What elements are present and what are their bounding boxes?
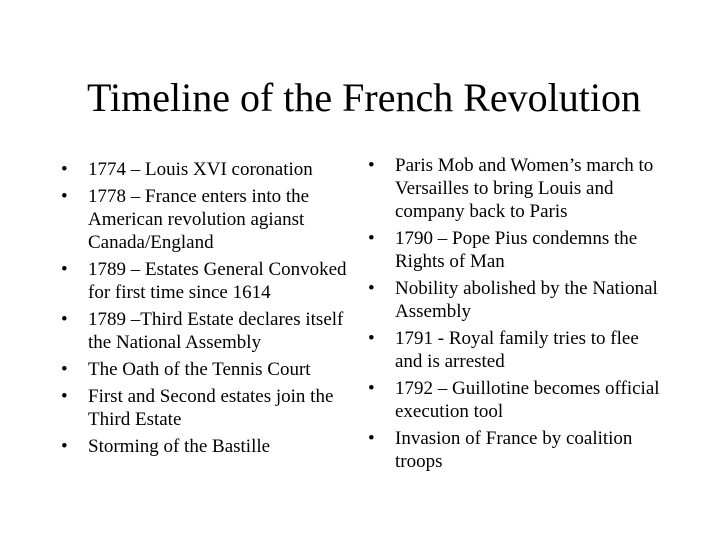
list-item-text: 1792 – Guillotine becomes official execution tool [395,378,660,422]
list-item-text: 1791 - Royal family tries to flee and is arrested [395,328,639,372]
bullet-icon: • [61,186,68,207]
left-bullet-list [60,158,360,462]
bullet-icon: • [368,328,375,349]
bullet-icon: • [61,386,68,407]
bullet-icon: • [368,228,375,249]
list-item-text: Paris Mob and Women’s march to Versailles to bring Louis and company back to Paris [395,155,654,222]
bullet-icon: • [368,278,375,299]
list-item-text: Invasion of France by coalition troops [395,428,633,472]
list-item-text: 1789 –Third Estate declares itself the National Assembly [88,309,344,353]
bullet-icon: • [368,428,375,449]
list-item [367,327,667,373]
bullet-icon: • [61,309,68,330]
list-item-text: 1789 – Estates General Convoked for first time since 1614 [88,259,347,303]
bullet-icon: • [61,259,68,280]
bullet-icon: • [368,378,375,399]
list-item [367,227,667,273]
slide-title: Timeline of the French Revolution [86,75,642,120]
list-item [60,385,360,431]
list-item-text: 1778 – France enters into the American revolution agianst Canada/England [88,186,310,253]
list-item [367,154,667,223]
list-item-text: The Oath of the Tennis Court [88,359,311,380]
list-item-text: 1790 – Pope Pius condemns the Rights of Man [395,228,638,272]
list-item-text: Storming of the Bastille [88,436,271,457]
bullet-icon: • [61,159,68,180]
right-bullet-list [367,154,667,477]
list-item [367,427,667,473]
list-item [60,308,360,354]
list-item [60,358,360,381]
list-item [60,185,360,254]
list-item [60,435,360,458]
list-item [367,277,667,323]
list-item-text: First and Second estates join the Third Estate [88,386,334,430]
list-item [367,377,667,423]
list-item-text: Nobility abolished by the National Assembly [395,278,658,322]
bullet-icon: • [61,359,68,380]
list-item [60,158,360,181]
list-item-text: 1774 – Louis XVI coronation [88,159,313,180]
bullet-icon: • [368,155,375,176]
bullet-icon: • [61,436,68,457]
list-item [60,258,360,304]
